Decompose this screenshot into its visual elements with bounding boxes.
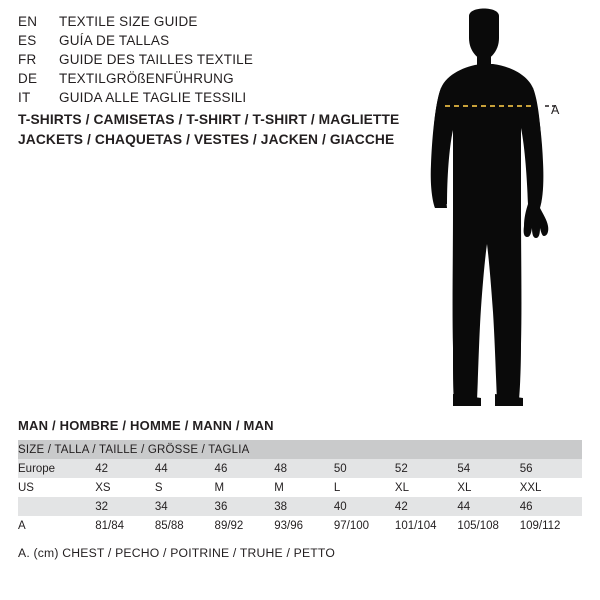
cell: 101/104	[395, 516, 457, 535]
cell: 42	[395, 497, 457, 516]
language-text: GUIDE DES TAILLES TEXTILE	[59, 52, 254, 67]
category-tshirts: T-SHIRTS / CAMISETAS / T-SHIRT / T-SHIRT / MAGLIETTE	[18, 112, 400, 127]
language-row	[18, 52, 378, 71]
cell: 93/96	[274, 516, 334, 535]
cell: 34	[155, 497, 215, 516]
language-code: EN	[18, 14, 38, 29]
cell: 50	[334, 459, 395, 478]
cell: 105/108	[457, 516, 519, 535]
size-table	[18, 440, 582, 535]
language-legend	[18, 14, 378, 109]
cell: XS	[95, 478, 155, 497]
cell: 85/88	[155, 516, 215, 535]
row-label: A	[18, 516, 95, 535]
language-row	[18, 90, 378, 109]
cell: M	[274, 478, 334, 497]
table-header-row	[18, 440, 582, 459]
table-row	[18, 516, 582, 535]
cell: 56	[520, 459, 582, 478]
cell: 46	[215, 459, 275, 478]
category-headings	[18, 110, 438, 150]
cell: XXL	[520, 478, 582, 497]
cell: XL	[457, 478, 519, 497]
cell: 97/100	[334, 516, 395, 535]
cell: 32	[95, 497, 155, 516]
cell: 46	[520, 497, 582, 516]
row-label: Europe	[18, 459, 95, 478]
cell: 44	[457, 497, 519, 516]
cell: 54	[457, 459, 519, 478]
cell: 38	[274, 497, 334, 516]
chest-measure-label: A	[551, 103, 560, 117]
language-text: TEXTILE SIZE GUIDE	[59, 14, 198, 29]
table-row	[18, 478, 582, 497]
cell: M	[215, 478, 275, 497]
cell: 81/84	[95, 516, 155, 535]
cell: 42	[95, 459, 155, 478]
language-row	[18, 33, 378, 52]
language-text: GUÍA DE TALLAS	[59, 33, 170, 48]
cell: 89/92	[215, 516, 275, 535]
cell: 109/112	[520, 516, 582, 535]
table-header-label: SIZE / TALLA / TAILLE / GRÖSSE / TAGLIA	[18, 440, 582, 459]
category-jackets: JACKETS / CHAQUETAS / VESTES / JACKEN / GIACCHE	[18, 132, 395, 147]
cell: 44	[155, 459, 215, 478]
table-title: MAN / HOMBRE / HOMME / MANN / MAN	[18, 418, 274, 433]
table-row	[18, 459, 582, 478]
language-row	[18, 71, 378, 90]
cell: 36	[215, 497, 275, 516]
row-label: US	[18, 478, 95, 497]
language-code: FR	[18, 52, 37, 67]
cell: 40	[334, 497, 395, 516]
table-footnote: A. (cm) CHEST / PECHO / POITRINE / TRUHE / PETTO	[18, 546, 336, 560]
row-label	[18, 497, 95, 516]
language-text: GUIDA ALLE TAGLIE TESSILI	[59, 90, 247, 105]
cell: XL	[395, 478, 457, 497]
table-row	[18, 497, 582, 516]
cell: 52	[395, 459, 457, 478]
cell: S	[155, 478, 215, 497]
male-figure-illustration	[395, 8, 595, 408]
language-text: TEXTILGRÖßENFÜHRUNG	[59, 71, 234, 86]
language-code: DE	[18, 71, 38, 86]
cell: L	[334, 478, 395, 497]
cell: 48	[274, 459, 334, 478]
language-code: IT	[18, 90, 31, 105]
language-code: ES	[18, 33, 37, 48]
language-row	[18, 14, 378, 33]
